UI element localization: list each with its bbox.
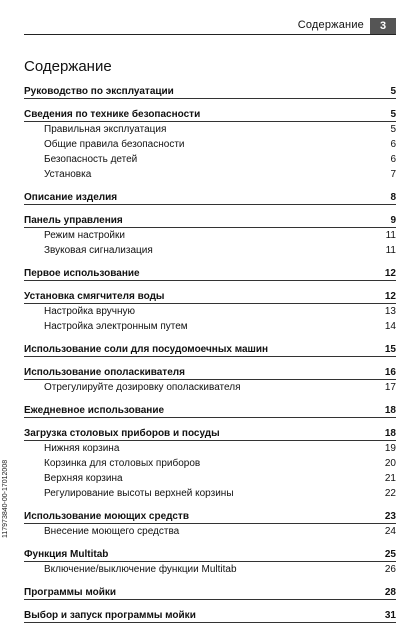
toc-entry-page: 31 [384,610,396,621]
toc-entry-page: 22 [384,488,396,499]
toc-entry-page: 20 [384,458,396,469]
toc-entry-page: 11 [385,230,396,241]
toc-entry-page: 6 [390,139,396,150]
toc-subsection-row[interactable] [24,304,396,319]
toc-entry-page: 18 [384,428,396,439]
toc-subsection-row[interactable] [24,524,396,539]
toc-entry-title: Корзинка для столовых приборов [44,458,201,469]
toc-entry-page: 6 [390,154,396,165]
toc-entry-title: Сведения по технике безопасности [24,109,201,120]
toc-entry-title: Загрузка столовых приборов и посуды [24,428,220,439]
toc-section-row[interactable] [24,109,396,122]
toc-entry-title: Правильная эксплуатация [44,124,167,135]
header-page-number: 3 [370,18,396,34]
toc-section-row[interactable] [24,215,396,228]
toc-entry-page: 5 [390,86,396,97]
toc-subsection-row[interactable] [24,167,396,182]
toc-entry-title: Описание изделия [24,192,118,203]
toc-entry-title: Функция Multitab [24,549,109,560]
page-title: Содержание [24,58,112,75]
toc-entry-page: 24 [384,526,396,537]
toc-entry-title: Настройка вручную [44,306,136,317]
toc-entry-page: 19 [384,443,396,454]
toc-entry-page: 11 [385,245,396,256]
toc-subsection-row[interactable] [24,122,396,137]
toc-subsection-row[interactable] [24,486,396,501]
toc-section-row[interactable] [24,86,396,99]
toc-entry-title: Включение/выключение функции Multitab [44,564,237,575]
toc-section-row[interactable] [24,549,396,562]
toc-entry-title: Звуковая сигнализация [44,245,153,256]
toc-subsection-row[interactable] [24,152,396,167]
toc-entry-page: 5 [390,124,396,135]
toc-subsection-row[interactable] [24,137,396,152]
toc-entry-title: Программы мойки [24,587,117,598]
toc-subsection-row[interactable] [24,243,396,258]
toc-entry-page: 13 [384,306,396,317]
toc-entry-page: 16 [384,367,396,378]
toc-subsection-row[interactable] [24,228,396,243]
toc-entry-page: 12 [384,268,396,279]
toc-entry-title: Общие правила безопасности [44,139,185,150]
toc-subsection-row[interactable] [24,562,396,577]
toc-entry-title: Первое использование [24,268,140,279]
toc-entry-title: Установка [44,169,92,180]
toc-entry-title: Панель управления [24,215,123,226]
toc-section-row[interactable] [24,405,396,418]
toc-section-row[interactable] [24,344,396,357]
toc-section-row[interactable] [24,268,396,281]
toc-entry-title: Использование моющих средств [24,511,189,522]
toc-entry-page: 9 [390,215,396,226]
toc-entry-page: 17 [384,382,396,393]
toc-entry-title: Использование соли для посудомоечных машин [24,344,269,355]
toc-entry-page: 15 [384,344,396,355]
toc-entry-title: Отрегулируйте дозировку ополаскивателя [44,382,241,393]
toc-entry-page: 5 [390,109,396,120]
toc-entry-page: 25 [384,549,396,560]
toc-section-row[interactable] [24,192,396,205]
toc-entry-title: Использование ополаскивателя [24,367,185,378]
toc-subsection-row[interactable] [24,380,396,395]
toc-section-row[interactable] [24,367,396,380]
toc-entry-page: 7 [390,169,396,180]
table-of-contents [24,86,396,623]
toc-entry-page: 14 [384,321,396,332]
toc-entry-title: Безопасность детей [44,154,138,165]
toc-section-row[interactable] [24,291,396,304]
toc-subsection-row[interactable] [24,441,396,456]
toc-subsection-row[interactable] [24,471,396,486]
toc-entry-page: 8 [390,192,396,203]
page-header [24,18,396,34]
toc-entry-title: Режим настройки [44,230,125,241]
toc-entry-title: Внесение моющего средства [44,526,180,537]
toc-entry-page: 12 [384,291,396,302]
header-title: Содержание [297,19,364,31]
toc-entry-title: Верхняя корзина [44,473,123,484]
toc-entry-page: 21 [384,473,396,484]
toc-subsection-row[interactable] [24,319,396,334]
toc-entry-title: Ежедневное использование [24,405,165,416]
toc-subsection-row[interactable] [24,456,396,471]
toc-entry-title: Выбор и запуск программы мойки [24,610,196,621]
toc-section-row[interactable] [24,610,396,623]
toc-entry-page: 23 [384,511,396,522]
toc-entry-title: Установка смягчителя воды [24,291,165,302]
document-code: 117973840-00-17012008 [2,459,9,538]
toc-section-row[interactable] [24,511,396,524]
toc-section-row[interactable] [24,428,396,441]
toc-section-row[interactable] [24,587,396,600]
toc-entry-page: 28 [384,587,396,598]
toc-entry-title: Регулирование высоты верхней корзины [44,488,234,499]
toc-entry-title: Нижняя корзина [44,443,120,454]
toc-entry-title: Руководство по эксплуатации [24,86,174,97]
toc-entry-page: 18 [384,405,396,416]
toc-entry-title: Настройка электронным путем [44,321,188,332]
header-rule [24,34,396,35]
toc-entry-page: 26 [384,564,396,575]
